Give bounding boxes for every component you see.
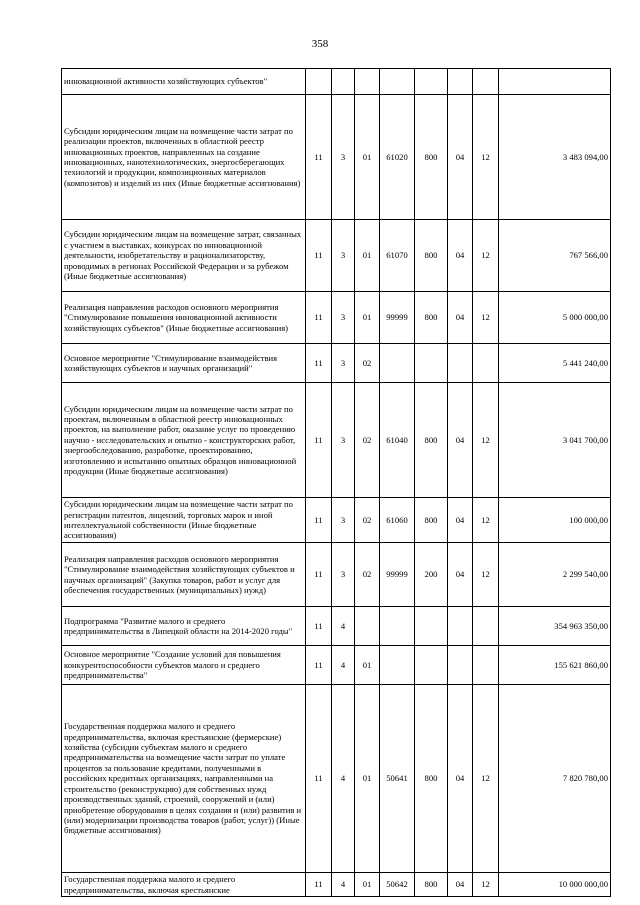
table-row xyxy=(62,69,611,95)
cell-code-2: 3 xyxy=(332,220,355,292)
cell-code-1: 11 xyxy=(306,383,332,498)
cell-code-4: 50642 xyxy=(380,873,415,897)
cell-code-3: 02 xyxy=(355,383,380,498)
table-row xyxy=(62,646,611,685)
cell-code-5: 800 xyxy=(415,95,448,220)
table-row xyxy=(62,873,611,897)
cell-code-4: 99999 xyxy=(380,292,415,344)
cell-code-2: 4 xyxy=(332,646,355,685)
cell-code-5: 800 xyxy=(415,292,448,344)
cell-amount: 767 566,00 xyxy=(499,220,611,292)
cell-code-6: 04 xyxy=(448,292,473,344)
cell-code-3: 01 xyxy=(355,95,380,220)
table-row xyxy=(62,685,611,873)
cell-code-5: 800 xyxy=(415,685,448,873)
cell-code-6: 04 xyxy=(448,95,473,220)
cell-code-1: 11 xyxy=(306,292,332,344)
cell-code-5: 800 xyxy=(415,220,448,292)
cell-code-4: 99999 xyxy=(380,543,415,607)
cell-code-1: 11 xyxy=(306,543,332,607)
cell-code-2: 3 xyxy=(332,383,355,498)
cell-code-2: 3 xyxy=(332,543,355,607)
cell-code-5: 800 xyxy=(415,498,448,543)
cell-code-6: 04 xyxy=(448,498,473,543)
cell-description: Государственная поддержка малого и среднего предпринимательства, включая крестьянские (фермерские) хозяйства (субсидии субъектам малого и среднего предпринимательства на возмещение части затрат по уплате процентов за пользование кредитами, полученными в российских кредитных организациях, направленными на строительство (реконструкцию) для собственных нужд производственных зданий, строений, сооружений и (или) приобретение оборудования в целях создания и (или) развития и (или) модернизации производства товаров (работ, услуг)) (Иные бюджетные ассигнования) xyxy=(62,685,306,873)
cell-code-7: 12 xyxy=(473,220,499,292)
cell-code-3 xyxy=(355,69,380,95)
cell-description: Основное мероприятие "Стимулирование взаимодействия хозяйствующих субъектов и научных организаций" xyxy=(62,344,306,383)
cell-code-7: 12 xyxy=(473,95,499,220)
cell-code-1: 11 xyxy=(306,646,332,685)
cell-code-6 xyxy=(448,344,473,383)
cell-description: Субсидии юридическим лицам на возмещение затрат, связанных с участием в выставках, конкурсах по инновационной деятельности, изобретательству и рационализаторству, проводимых в регионах Российской Федерации и за рубежом (Иные бюджетные ассигнования) xyxy=(62,220,306,292)
page-number: 358 xyxy=(311,38,329,50)
table-row xyxy=(62,95,611,220)
cell-code-6 xyxy=(448,69,473,95)
cell-description: Субсидии юридическим лицам на возмещение части затрат по проектам, включенным в областной реестр инновационных проектов, на выполнение работ, оказание услуг по проведению научно - исследовательских и опытно - конструкторских работ, энергообследованию, разработке, проектированию, изготовлению и испытанию опытных образцов инновационной продукции (Иные бюджетные ассигнования) xyxy=(62,383,306,498)
cell-code-1: 11 xyxy=(306,220,332,292)
cell-amount: 5 441 240,00 xyxy=(499,344,611,383)
cell-code-4: 61070 xyxy=(380,220,415,292)
cell-code-2: 3 xyxy=(332,95,355,220)
cell-code-7 xyxy=(473,69,499,95)
cell-description: Государственная поддержка малого и среднего предпринимательства, включая крестьянские xyxy=(62,873,306,897)
cell-code-4 xyxy=(380,344,415,383)
cell-code-3: 02 xyxy=(355,543,380,607)
cell-description: Субсидии юридическим лицам на возмещение части затрат по регистрации патентов, лицензий, торговых марок и иной интеллектуальной собственности (Иные бюджетные ассигнования) xyxy=(62,498,306,543)
table-row xyxy=(62,498,611,543)
cell-code-4: 61020 xyxy=(380,95,415,220)
cell-code-7: 12 xyxy=(473,685,499,873)
cell-code-7 xyxy=(473,344,499,383)
cell-code-5 xyxy=(415,344,448,383)
cell-code-3: 02 xyxy=(355,344,380,383)
cell-code-2: 3 xyxy=(332,344,355,383)
cell-code-3: 01 xyxy=(355,220,380,292)
cell-code-6: 04 xyxy=(448,685,473,873)
cell-code-4 xyxy=(380,607,415,646)
cell-code-5 xyxy=(415,607,448,646)
cell-description: Подпрограмма "Развитие малого и среднего предпринимательства в Липецкой области на 2014-2020 годы" xyxy=(62,607,306,646)
cell-code-7: 12 xyxy=(473,383,499,498)
cell-amount: 354 963 350,00 xyxy=(499,607,611,646)
cell-code-2 xyxy=(332,69,355,95)
cell-amount: 3 483 094,00 xyxy=(499,95,611,220)
cell-code-4 xyxy=(380,646,415,685)
cell-code-1: 11 xyxy=(306,685,332,873)
cell-description: Реализация направления расходов основного мероприятия "Стимулирование взаимодействия хозяйствующих субъектов и научных организаций" (Закупка товаров, работ и услуг для обеспечения государственных (муниципальных) нужд) xyxy=(62,543,306,607)
cell-code-4 xyxy=(380,69,415,95)
cell-code-1: 11 xyxy=(306,873,332,897)
table-row xyxy=(62,383,611,498)
cell-code-6: 04 xyxy=(448,220,473,292)
cell-code-4: 50641 xyxy=(380,685,415,873)
cell-code-7 xyxy=(473,646,499,685)
cell-code-7: 12 xyxy=(473,498,499,543)
cell-description: Основное мероприятие "Создание условий для повышения конкурентоспособности субъектов малого и среднего предпринимательства" xyxy=(62,646,306,685)
cell-code-3: 02 xyxy=(355,498,380,543)
cell-amount: 100 000,00 xyxy=(499,498,611,543)
cell-code-2: 3 xyxy=(332,498,355,543)
cell-code-3: 01 xyxy=(355,873,380,897)
table-row xyxy=(62,292,611,344)
cell-amount: 3 041 700,00 xyxy=(499,383,611,498)
cell-code-1: 11 xyxy=(306,498,332,543)
budget-table xyxy=(61,68,611,897)
cell-code-6 xyxy=(448,607,473,646)
cell-code-6: 04 xyxy=(448,543,473,607)
cell-code-7: 12 xyxy=(473,873,499,897)
cell-code-3: 01 xyxy=(355,646,380,685)
cell-code-3: 01 xyxy=(355,292,380,344)
cell-amount: 5 000 000,00 xyxy=(499,292,611,344)
cell-code-5: 800 xyxy=(415,873,448,897)
cell-amount xyxy=(499,69,611,95)
table-row xyxy=(62,220,611,292)
cell-code-5 xyxy=(415,646,448,685)
cell-amount: 2 299 540,00 xyxy=(499,543,611,607)
cell-code-4: 61060 xyxy=(380,498,415,543)
cell-code-5 xyxy=(415,69,448,95)
cell-code-7: 12 xyxy=(473,543,499,607)
table-row xyxy=(62,607,611,646)
cell-amount: 10 000 000,00 xyxy=(499,873,611,897)
cell-description: Субсидии юридическим лицам на возмещение части затрат по реализации проектов, включенных в областной реестр инновационных проектов, направленных на создание инновационных, нанотехнологических, энергосберегающих технологий и продукции, композиционных материалов (композитов) и изделий из них (Иные бюджетные ассигнования) xyxy=(62,95,306,220)
cell-description: Реализация направления расходов основного мероприятия "Стимулирование повышения инновационной активности хозяйствующих субъектов" (Иные бюджетные ассигнования) xyxy=(62,292,306,344)
cell-code-6: 04 xyxy=(448,873,473,897)
cell-code-2: 4 xyxy=(332,685,355,873)
cell-description: инновационной активности хозяйствующих субъектов" xyxy=(62,69,306,95)
cell-code-1: 11 xyxy=(306,607,332,646)
cell-code-3: 01 xyxy=(355,685,380,873)
cell-code-5: 800 xyxy=(415,383,448,498)
cell-code-6: 04 xyxy=(448,383,473,498)
cell-code-4: 61040 xyxy=(380,383,415,498)
cell-code-1 xyxy=(306,69,332,95)
cell-code-2: 4 xyxy=(332,873,355,897)
cell-code-2: 4 xyxy=(332,607,355,646)
cell-code-1: 11 xyxy=(306,344,332,383)
table-row xyxy=(62,543,611,607)
cell-code-7 xyxy=(473,607,499,646)
cell-code-5: 200 xyxy=(415,543,448,607)
cell-code-1: 11 xyxy=(306,95,332,220)
cell-code-2: 3 xyxy=(332,292,355,344)
cell-code-7: 12 xyxy=(473,292,499,344)
cell-code-6 xyxy=(448,646,473,685)
cell-amount: 7 820 780,00 xyxy=(499,685,611,873)
cell-amount: 155 621 860,00 xyxy=(499,646,611,685)
cell-code-3 xyxy=(355,607,380,646)
table-row xyxy=(62,344,611,383)
